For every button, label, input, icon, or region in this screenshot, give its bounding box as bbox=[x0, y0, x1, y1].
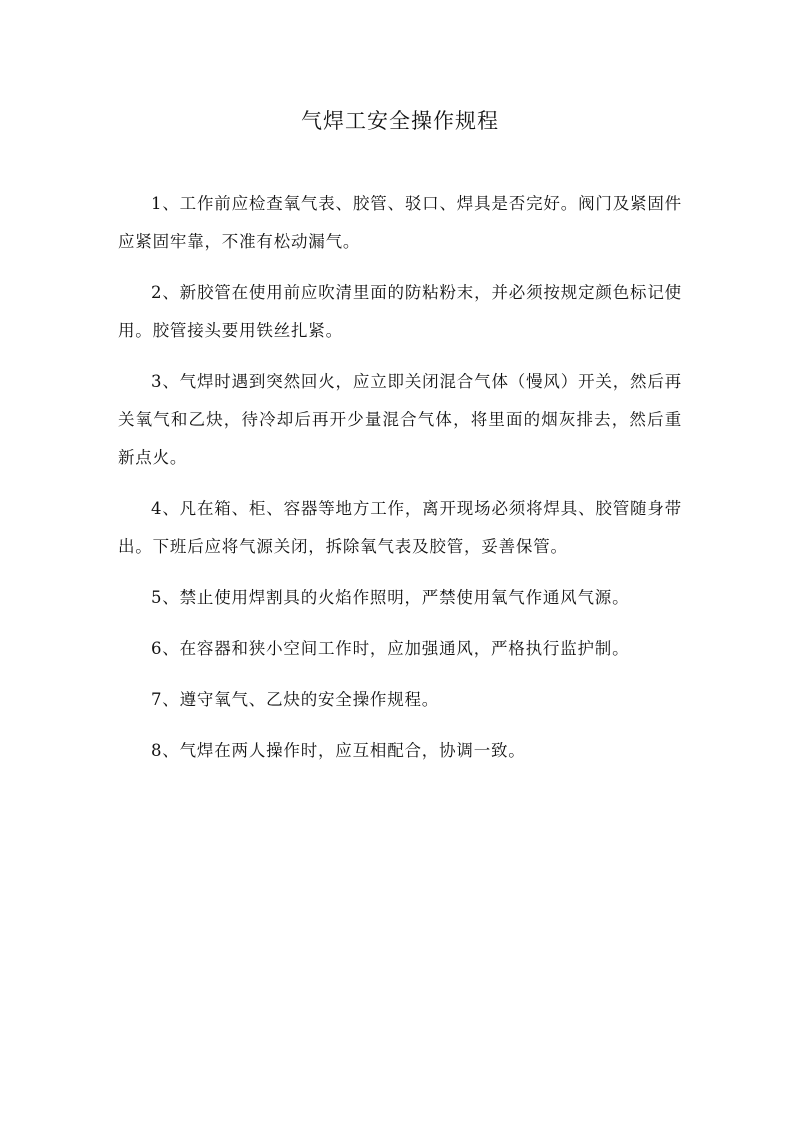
rule-paragraph-2: 2、新胶管在使用前应吹清里面的防粘粉末，并必须按规定颜色标记使用。胶管接头要用铁丝扎紧。 bbox=[118, 283, 682, 340]
rule-paragraph-1: 1、工作前应检查氧气表、胶管、驳口、焊具是否完好。阀门及紧固件应紧固牢靠，不准有松动漏气。 bbox=[118, 194, 682, 251]
rule-paragraph-6: 6、在容器和狭小空间工作时，应加强通风，严格执行监护制。 bbox=[151, 639, 630, 658]
rule-paragraph-3: 3、气焊时遇到突然回火，应立即关闭混合气体（慢风）开关，然后再关氧气和乙炔，待冷却后再开少量混合气体，将里面的烟灰排去，然后重新点火。 bbox=[118, 372, 682, 467]
document-body bbox=[118, 185, 682, 783]
rule-paragraph-5: 5、禁止使用焊割具的火焰作照明，严禁使用氧气作通风气源。 bbox=[151, 588, 630, 607]
rule-paragraph-8: 8、气焊在两人操作时，应互相配合，协调一致。 bbox=[151, 741, 526, 760]
rule-paragraph-4: 4、凡在箱、柜、容器等地方工作，离开现场必须将焊具、胶管随身带出。下班后应将气源关闭，拆除氧气表及胶管，妥善保管。 bbox=[118, 499, 682, 556]
rule-paragraph-7: 7、遵守氧气、乙炔的安全操作规程。 bbox=[151, 690, 440, 709]
page-title: 气焊工安全操作规程 bbox=[301, 109, 499, 133]
